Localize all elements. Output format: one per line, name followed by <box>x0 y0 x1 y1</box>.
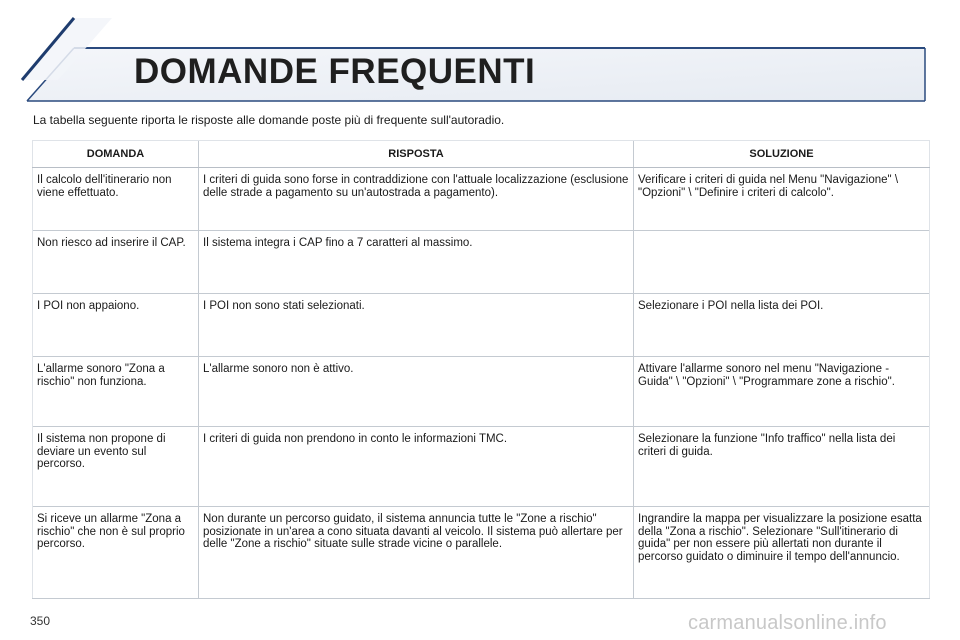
watermark: carmanualsonline.info <box>688 612 887 634</box>
table-row <box>33 507 930 599</box>
solution-cell: Verificare i criteri di guida nel Menu "Navigazione" \ "Opzioni" \ "Definire i criteri di calcolo". <box>634 168 930 231</box>
intro-text: La tabella seguente riporta le risposte alle domande poste più di frequente sull'autoradio. <box>33 113 505 127</box>
table-row <box>33 231 930 294</box>
answer-cell: Il sistema integra i CAP fino a 7 caratteri al massimo. <box>199 231 634 294</box>
solution-cell: Selezionare la funzione "Info traffico" nella lista dei criteri di guida. <box>634 427 930 507</box>
answer-cell: I POI non sono stati selezionati. <box>199 294 634 357</box>
table-header-row <box>33 141 930 168</box>
faq-table <box>32 140 930 599</box>
solution-cell: Ingrandire la mappa per visualizzare la posizione esatta della "Zona a rischio". Selezionare "Sull'itinerario di guida" per non essere più allertati non durante il percorso guidato o diminuire il tempo dell'annuncio. <box>634 507 930 599</box>
answer-cell: Non durante un percorso guidato, il sistema annuncia tutte le "Zone a rischio" posizionate in un'area a cono situata davanti al veicolo. Il sistema può allertare per delle "Zone a rischio" situate sulle strade vicine o parallele. <box>199 507 634 599</box>
question-cell: Il sistema non propone di deviare un evento sul percorso. <box>33 427 199 507</box>
solution-cell: Selezionare i POI nella lista dei POI. <box>634 294 930 357</box>
question-cell: Si riceve un allarme "Zona a rischio" che non è sul proprio percorso. <box>33 507 199 599</box>
header-risposta: RISPOSTA <box>199 141 634 168</box>
header-domanda: DOMANDA <box>33 141 199 168</box>
page-title: DOMANDE FREQUENTI <box>134 52 536 91</box>
answer-cell: I criteri di guida sono forse in contraddizione con l'attuale localizzazione (esclusione delle strade a pagamento su un'autostrada a pagamento). <box>199 168 634 231</box>
table-row <box>33 427 930 507</box>
header-soluzione: SOLUZIONE <box>634 141 930 168</box>
question-cell: I POI non appaiono. <box>33 294 199 357</box>
question-cell: Non riesco ad inserire il CAP. <box>33 231 199 294</box>
answer-cell: I criteri di guida non prendono in conto le informazioni TMC. <box>199 427 634 507</box>
table-row <box>33 294 930 357</box>
solution-cell: Attivare l'allarme sonoro nel menu "Navigazione - Guida" \ "Opzioni" \ "Programmare zone a rischio". <box>634 357 930 427</box>
table-row <box>33 357 930 427</box>
question-cell: Il calcolo dell'itinerario non viene effettuato. <box>33 168 199 231</box>
question-cell: L'allarme sonoro "Zona a rischio" non funziona. <box>33 357 199 427</box>
table-row <box>33 168 930 231</box>
page-number: 350 <box>30 614 51 628</box>
solution-cell <box>634 231 930 294</box>
answer-cell: L'allarme sonoro non è attivo. <box>199 357 634 427</box>
